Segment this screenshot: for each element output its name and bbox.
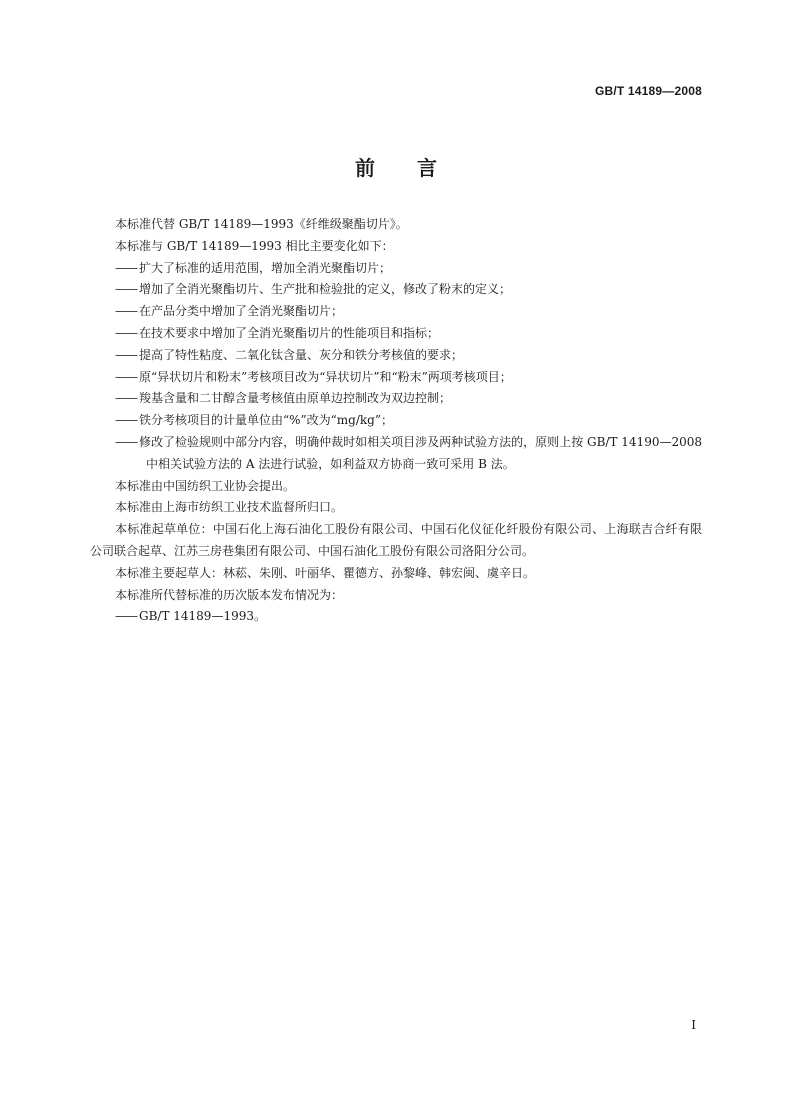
dash-marker: —— xyxy=(115,347,137,362)
change-text: 羧基含量和二甘醇含量考核值由原单边控制改为双边控制； xyxy=(139,391,452,406)
change-text: 在产品分类中增加了全消光聚酯切片； xyxy=(139,304,344,319)
drafters-statement: 本标准主要起草人：林菘、朱刚、叶丽华、瞿德方、孙黎峰、韩宏闽、虞辛日。 xyxy=(115,565,536,580)
dash-marker: —— xyxy=(115,282,137,297)
change-text: 增加了全消光聚酯切片、生产批和检验批的定义，修改了粉末的定义； xyxy=(139,282,512,297)
page-title xyxy=(0,152,792,181)
standard-code: GB/T 14189—2008 xyxy=(594,84,702,98)
dash-marker: —— xyxy=(115,609,137,624)
proposer-statement: 本标准由中国纺织工业协会提出。 xyxy=(115,478,296,493)
title-char-2: 言 xyxy=(417,156,437,180)
dash-marker: —— xyxy=(115,391,137,406)
changes-intro: 本标准与 GB/T 14189—1993 相比主要变化如下： xyxy=(115,238,394,253)
dash-marker: —— xyxy=(115,325,137,340)
change-text: 铁分考核项目的计量单位由“%”改为“mg/kg”； xyxy=(139,413,393,428)
change-item xyxy=(90,323,702,345)
change-text: 提高了特性粘度、二氧化钛含量、灰分和铁分考核值的要求； xyxy=(139,347,464,362)
dash-marker: —— xyxy=(115,413,137,428)
change-item xyxy=(90,279,702,301)
page-number: I xyxy=(691,1018,696,1032)
change-item xyxy=(90,432,702,476)
change-text: 扩大了标准的适用范围，增加全消光聚酯切片； xyxy=(139,260,392,275)
history-intro: 本标准所代替标准的历次版本发布情况为： xyxy=(115,587,344,602)
change-item xyxy=(90,301,702,323)
change-text: 修改了检验规则中部分内容，明确仲裁时如相关项目涉及两种试验方法的，原则上按 GB/T 14190—2008 中相关试验方法的 A 法进行试验，如利益双方协商一致可采用 B 法。 xyxy=(139,434,702,471)
change-item xyxy=(90,258,702,280)
dash-marker: —— xyxy=(115,260,137,275)
dash-marker: —— xyxy=(115,369,137,384)
change-text: 原“异状切片和粉末”考核项目改为“异状切片”和“粉末”两项考核项目； xyxy=(139,369,512,384)
drafting-units-statement: 本标准起草单位：中国石化上海石油化工股份有限公司、中国石化仪征化纤股份有限公司、上海联吉合纤有限公司联合起草、江苏三房巷集团有限公司、中国石油化工股份有限公司洛阳分公司。 xyxy=(90,522,702,558)
history-item xyxy=(90,606,702,628)
change-item xyxy=(90,388,702,410)
history-text: GB/T 14189—1993。 xyxy=(139,609,266,624)
change-item xyxy=(90,345,702,367)
foreword-body xyxy=(90,214,702,628)
change-item xyxy=(90,410,702,432)
title-char-1: 前 xyxy=(355,156,375,180)
centralized-unit-statement: 本标准由上海市纺织工业技术监督所归口。 xyxy=(115,500,344,515)
change-text: 在技术要求中增加了全消光聚酯切片的性能项目和指标； xyxy=(139,325,440,340)
dash-marker: —— xyxy=(115,304,137,319)
change-item xyxy=(90,367,702,389)
dash-marker: —— xyxy=(115,434,137,449)
replacement-statement: 本标准代替 GB/T 14189—1993《纤维级聚酯切片》。 xyxy=(115,217,408,231)
